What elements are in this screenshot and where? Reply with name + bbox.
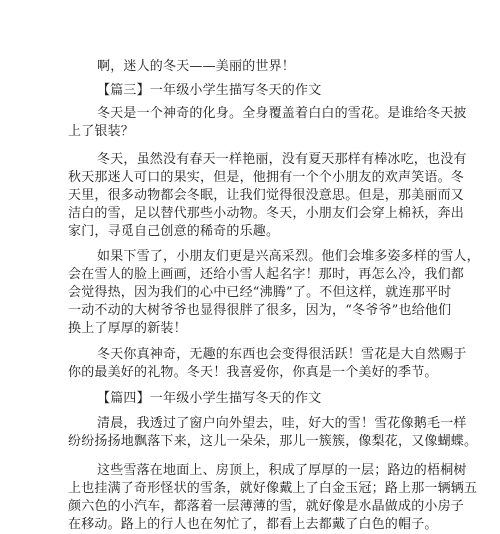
paragraph-line: 清晨，我透过了窗户向外望去，哇，好大的雪！雪花像鹅毛一样: [97, 416, 467, 431]
paragraph-line: 一动不动的大树爷爷也显得很胖了很多，因为，“冬爷爷”也给他们: [68, 303, 452, 318]
paragraph-line: 冬天是一个神奇的化身。全身覆盖着白白的雪花。是谁给冬天披: [97, 106, 467, 121]
paragraph-line: 天里，很多动物都会冬眠，让我们觉得很没意思。但是，那美丽而又: [68, 188, 465, 203]
paragraph-line: 会在雪人的脸上画画，还给小雪人起名字！那时，再怎么冷，我们都: [68, 267, 465, 282]
paragraph-line: 你的最美好的礼物。冬天！我喜爱你，你真是一个美好的季节。: [68, 365, 438, 380]
paragraph-line: 颜六色的小汽车，都落着一层薄薄的雪，就好像是水晶做成的小房子: [68, 499, 465, 514]
paragraph-line: 冬天你真神奇，无趣的东西也会变得很活跃！雪花是大自然赐于: [97, 347, 467, 362]
paragraph-line: 上也挂满了奇形怪状的雪条，就好像戴上了白金玉冠；路上那一辆辆五: [68, 481, 478, 496]
section-heading-3: 【篇三】一年级小学生描写冬天的作文: [97, 83, 322, 98]
paragraph-line: 在移动。路上的行人也在匆忙了，都看上去都戴了白色的帽子。: [68, 517, 438, 532]
section-heading-4: 【篇四】一年级小学生描写冬天的作文: [97, 391, 322, 406]
paragraph-line: 冬天，虽然没有春天一样艳丽，没有夏天那样有棒冰吃，也没有: [97, 152, 467, 167]
paragraph-line: 洁白的雪，足以替代那些小动物。冬天，小朋友们会穿上棉袄，奔出: [68, 206, 465, 221]
paragraph-line: 秋天那迷人可口的果实，但是，他拥有一个个小朋友的欢声笑语。冬: [68, 170, 465, 185]
paragraph-line: 上了银装？: [68, 124, 135, 139]
paragraph-line: 纷纷扬扬地飘落下来，这儿一朵朵，那儿一簇簇，像梨花，又像蝴蝶。: [68, 434, 478, 449]
paragraph-line: 如果下雪了，小朋友们更是兴高采烈。他们会堆多姿多样的雪人，: [97, 249, 480, 264]
closing-line: 啊，迷人的冬天——美丽的世界！: [97, 59, 296, 74]
paragraph-line: 家门，寻觅自己创意的稀奇的乐趣。: [68, 224, 280, 239]
paragraph-line: 会觉得热，因为我们的心中已经“沸腾”了。不但这样，就连那平时: [68, 285, 452, 300]
paragraph-line: 换上了厚厚的新装！: [68, 321, 187, 336]
paragraph-line: 这些雪落在地面上、房顶上，积成了厚厚的一层；路边的梧桐树: [97, 463, 467, 478]
